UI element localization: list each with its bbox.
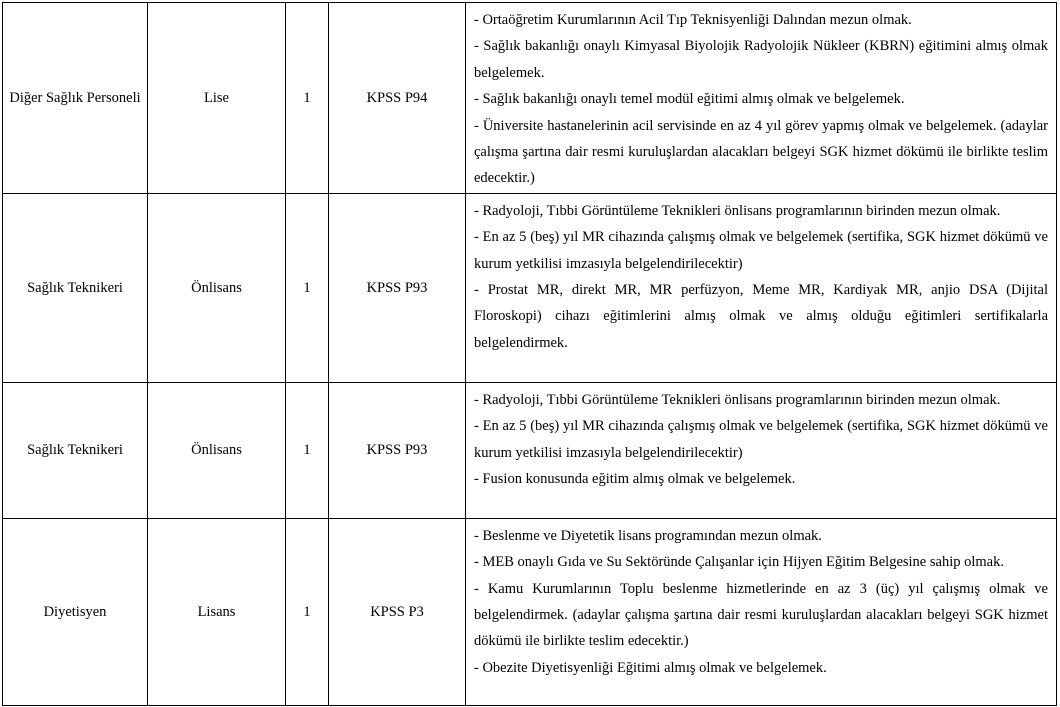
positions-table (2, 2, 1057, 706)
kpss-score-type-cell: KPSS P93 (329, 193, 466, 382)
table-row (3, 193, 1057, 382)
requirement-line: - En az 5 (beş) yıl MR cihazında çalışmış olmak ve belgelemek (sertifika, SGK hizmet dökümü ve kurum yetkilisi imzasıyla belgelendirilecektir) (474, 418, 1048, 461)
requirements-cell (466, 193, 1057, 382)
requirement-line: - Obezite Diyetisyenliği Eğitimi almış olmak ve belgelemek. (474, 659, 827, 676)
position-count-cell: 1 (286, 3, 329, 194)
requirements-cell (466, 382, 1057, 518)
requirement-line: - Radyoloji, Tıbbi Görüntüleme Teknikleri önlisans programlarının birinden mezun olmak. (474, 391, 1001, 408)
requirements-cell (466, 518, 1057, 705)
position-title-cell: Sağlık Teknikeri (3, 193, 148, 382)
education-level-cell: Lise (148, 3, 286, 194)
requirement-line: - Radyoloji, Tıbbi Görüntüleme Teknikleri önlisans programlarının birinden mezun olmak. (474, 202, 1001, 219)
requirements-cell (466, 3, 1057, 194)
education-level-cell: Önlisans (148, 193, 286, 382)
requirement-line: - Fusion konusunda eğitim almış olmak ve belgelemek. (474, 471, 796, 488)
table-row (3, 518, 1057, 705)
requirement-line: - Kamu Kurumlarının Toplu beslenme hizmetlerinde en az 3 (üç) yıl çalışmış olmak ve belgelendirmek. (adaylar çalışma şartına dair resmi kuruluşlardan alacakları belgeyi SGK hizmet dökümü ile birlikte teslim edecektir.) (474, 580, 1048, 650)
requirement-line: - Ortaöğretim Kurumlarının Acil Tıp Teknisyenliği Dalından mezun olmak. (474, 12, 912, 28)
position-count-cell: 1 (286, 193, 329, 382)
position-title-cell: Diğer Sağlık Personeli (3, 3, 148, 194)
requirement-line: - Prostat MR, direkt MR, MR perfüzyon, Meme MR, Kardiyak MR, anjio DSA (Dijital Floroskopi) cihazı eğitimlerini almış olmak ve almış olduğu eğitimleri sertifikalarla belgelendirmek. (474, 282, 1048, 351)
kpss-score-type-cell: KPSS P3 (329, 518, 466, 705)
table-row (3, 382, 1057, 518)
requirement-line: - Beslenme ve Diyetetik lisans programından mezun olmak. (474, 527, 822, 544)
requirement-line: - MEB onaylı Gıda ve Su Sektöründe Çalışanlar için Hijyen Eğitim Belgesine sahip olmak. (474, 554, 1004, 571)
education-level-cell: Lisans (148, 518, 286, 705)
position-count-cell: 1 (286, 518, 329, 705)
requirement-line: - Sağlık bakanlığı onaylı temel modül eğitimi almış olmak ve belgelemek. (474, 91, 905, 108)
requirement-line: - Sağlık bakanlığı onaylı Kimyasal Biyolojik Radyolojik Nükleer (KBRN) eğitimini almış olmak belgelemek. (474, 38, 1048, 81)
position-count-cell: 1 (286, 382, 329, 518)
requirement-line: - En az 5 (beş) yıl MR cihazında çalışmış olmak ve belgelemek (sertifika, SGK hizmet dökümü ve kurum yetkilisi imzasıyla belgelendirilecektir) (474, 229, 1048, 272)
kpss-score-type-cell: KPSS P94 (329, 3, 466, 194)
position-title-cell: Sağlık Teknikeri (3, 382, 148, 518)
education-level-cell: Önlisans (148, 382, 286, 518)
requirement-line: - Üniversite hastanelerinin acil servisinde en az 4 yıl görev yapmış olmak ve belgelemek. (adaylar çalışma şartına dair resmi kuruluşlardan alacakları belgeyi SGK hizmet dökümü ile birlikte teslim edecektir.) (474, 117, 1048, 187)
kpss-score-type-cell: KPSS P93 (329, 382, 466, 518)
table-row (3, 3, 1057, 194)
position-title-cell: Diyetisyen (3, 518, 148, 705)
